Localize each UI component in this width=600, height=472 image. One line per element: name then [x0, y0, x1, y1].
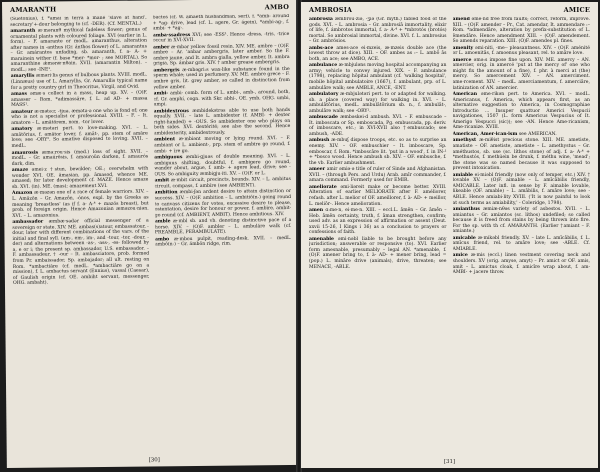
entry-headword: amber — [152, 44, 170, 51]
dictionary-entry — [11, 91, 148, 109]
right-page-number: [31] — [443, 459, 456, 465]
left-page — [2, 0, 302, 468]
entry-definition: æ·mikǝbl friendly. XV. – late L. amīcābilis, f. L. amīcus friend, rel. to amāre love; see -ABLE. Cf. AMIABLE. — [452, 235, 590, 252]
right-header-guideword-end: AMICE — [563, 6, 590, 14]
entry-definition: æ·mbl sb. and vb. denoting distinctive pace of a horse. XIV. – (O)F. ambler – L. ambulāre walk (cf. PREAMBLE, PERAMBULATE). — [154, 218, 292, 236]
entry-definition: ǝmǝ:s impose fine upon. XIV. ME. amercy – AN. amercier, orig. in amercé 'put at the mercy of' one who might fix the amount of a fine), f. phr. à merci at (the) mercy. So amercement XIV. – AN. amerciment. ame·rcement. XIV. – medL. amerciamentum, f. amerciāre, latinization of AN. amercier. — [452, 57, 590, 91]
entry-definition: æ·mǝtǝ:r, -tjuǝ, æmǝtǝ·ǝ one who is fond of; one who is not a specialist or professional. XVIII. – F. – It. amatore – L. amātōrem, nom. -tor lover. — [11, 108, 148, 126]
dictionary-entry — [153, 67, 290, 91]
dictionary-entry — [453, 173, 591, 206]
entry-headword: amaze — [11, 167, 29, 174]
entry-definition: ei·miǝbl friendly (now only of temper, etc.) XIV. † lovable XV. – (O)F. aimable – L. amīcābilis friendly, AMICABLE. Later infl. in sense by F. aimable lovable, likeable (OF. amable) – L. amābilis, f. amāre love; see -ABLE. Hence amiabi·lity XVIII. ('It is now painful to look at such terms as amiability,' - Coleridge, 1798). — [452, 172, 590, 206]
entry-headword: ambiguous — [154, 155, 183, 161]
dictionary-entry — [309, 63, 447, 91]
entry-definition: æ·mbjulǝtǝri pert. to or adapted for walking. sb. a place (covered way) for walking in. XVI. – L. ambulātōrius, medL. ambulātōrium sb. n., f. ambulāt-, ambulāre walk; see -ORY¹. — [309, 92, 447, 114]
dictionary-entry — [155, 218, 292, 236]
dictionary-entry — [309, 208, 447, 236]
entry-headword: ameer — [309, 167, 326, 173]
entry-headword: amianthus — [452, 207, 480, 213]
dictionary-entry — [309, 115, 447, 137]
entry-definition: æmbæ·sǝdǝr official messenger of a sovereign or state. XIV. ME. ambas(s)atour, embassatour, -dour, later with different combinations of the vars. of the initial and final syll. (am-, em-, im-, and -tour, -tor, -dour, -der) and alternations between -as-, -ass-, -es- followed by a, e or i; the present sp. ambassador, U.S. embassador. – F. ambassadeur, † -our – It. ambasciatore, prob. formed from Pr. ambaissador, Sp. ambajador; all ult. resting on Rom. *ambactiāre (cf. medL. *ambactiāre go on a mission), f. L. ambactus servant (Ennius), vassal (Caesar), of Gaulish origin (cf. OE. ambiht servant, messenger, OHG. ambaht). — [12, 218, 150, 287]
dictionary-entry — [10, 28, 147, 74]
dictionary-entry — [309, 185, 447, 207]
entry-definition: ǝme·nd free from faults; correct, reform, improve. XIII. – (O)F. amender – Pr., Cat. amendar, It. ammendare :– Rom. *admendāre, alteration by prefix-substitution of L. ēmendāre. Hence amendment XIII. – (O)F. amendement. So amends reparation. XIII. (O)F. amendes pl. fines. — [452, 17, 590, 45]
entry-headword: ambo — [154, 237, 170, 243]
entry-headword: amiable — [452, 172, 473, 178]
right-header-guideword: AMBROSIA — [309, 6, 353, 14]
entry-headword: ambergris — [153, 68, 180, 74]
dictionary-entry — [453, 138, 591, 171]
dictionary-entry — [309, 92, 447, 114]
entry-definition: æmbi·gjuǝs of double meaning. XVI. – L. ambiguus shifting, doubtful, f. ambigere go round, wander about, argue, f. amb- + agere lead, drive; see -OUS. So ambiguity æmbigju·iti. XV. – (O)F. or L. — [154, 154, 291, 178]
entry-headword: amenable — [309, 236, 334, 242]
entry-definition: ǝmi·nǝbl liable to be brought before any jurisdiction; answerable or responsive (to). XVI. Earlier form amesnable, presumably – legal AN. *amenable, f. (O)F. amener bring to, f. à- AD- + mener bring, lead = (pop.) L. mināre drive (animals), drive, threaten; see MENACE, -ABLE. — [309, 236, 447, 270]
entry-headword: American, Amer·ican·ism — [452, 131, 518, 137]
entry-headword: amass — [10, 91, 27, 98]
dictionary-entry — [154, 154, 291, 178]
entry-definition: æ·mǝzǝn one of a race of female warriors. XIV. – L. Amāzōn – Gr. Amazṓn, -ónos, expl. by the Greeks as meaning 'breastless' (as if f. a- A-⁴ + mazós breast), but prob. of foreign origin. Hence Amazonian æmǝzou·niǝn. XVI. – L. amazonius. — [12, 189, 149, 219]
dictionary-entry — [11, 126, 148, 150]
dictionary-entry — [153, 32, 290, 45]
entry-definition: æ·mbuʃ dispose troops, etc. so as to surprise an enemy. XIV. – OF. embuschier – It. imboscare, Sp. emboscar, f. Rom. *imboscāre lit. 'put in a wood', f. in IN-¹ + *bosco wood. Hence ambush sb. XIV. – OF. embusche, f. the vb. Earlier ambushment. — [309, 138, 447, 166]
entry-headword: ambulance — [309, 63, 338, 69]
entry-definition: æmbrou·ziǝ, -ʒiǝ (Gr. myth.) fabled food of the gods. XVI. – L. ambrosia – Gr. ambrosíā immortality, elixir of life, f. ámbrotos immortal, f. a- A-⁴ + *mbrotós (brotós) mortal. So ambrosial immortal, divine. XVI. f. L. ambrosius – Gr. ambrósios. — [309, 17, 447, 45]
dictionary-entry — [154, 108, 291, 137]
dictionary-entry — [309, 46, 447, 63]
entry-headword: Amazon — [11, 191, 33, 197]
entry-definition: æmbǝskei·d ambush. XVI. – F. embuscade – It. imboscata or Sp. emboscada, Pg. embuscada, pp. deriv. of imboscare, etc.; in XVI-XVII also †embuscado; see ambush, -ADE. — [309, 115, 447, 137]
right-column-2 — [453, 17, 591, 456]
entry-headword: ambit — [154, 178, 170, 184]
dictionary-entry — [154, 177, 291, 190]
entry-definition: (Suetonius), f. *amai in terra á mané 'slave at hand', secretary'+-dour belonging to (cf. -DER). (Cf. MENTAL.) — [10, 15, 147, 28]
entry-headword: amenity — [452, 45, 474, 51]
entry-headword: ameliorate — [309, 184, 337, 190]
entry-definition: ɑ:me·n, ei·me·n. XIII. – eccl.L. āmēn – Gr. āmḗn – Heb. āmēn certainty, truth, f. āman strengthen, confirm; used adv. as an expression of affirmation or assent (Deut. xxvii 15-26, I Kings i 36) as a conclusion to prayers or confessions of faith. — [309, 208, 447, 236]
entry-headword: amateur — [11, 109, 33, 115]
entry-definition: ǝmi·niti, -me·- pleasantness. XIV. – (O)F. aménité or L. amoenitās, f. amoenus pleasant, rel. to amāre love. — [452, 45, 590, 57]
entry-headword: amerce — [452, 57, 472, 63]
entry-definition: æ·mbjulǝns moving hospital accompanying an army; vehicle to convey injured. XIX. – F. ambulance (1798), replacing hôpital ambulant (cf. 'walking hospital', mobile hôpital ambulatoire (1667), f. ambulant, prp. of L. ambulāre walk; see AMBLE, ANCE, -ENT. — [309, 63, 447, 91]
dictionary-entry — [155, 236, 292, 249]
dictionary-entry — [309, 167, 447, 184]
right-page-header — [309, 6, 590, 16]
dictionary-entry — [154, 189, 291, 218]
entry-headword: amethyst — [452, 138, 477, 144]
dictionary-entry — [453, 46, 591, 57]
right-column-1 — [309, 17, 447, 456]
entry-headword: amba·ssadress — [152, 32, 191, 39]
entry-headword: ambi- — [153, 91, 169, 97]
right-page — [301, 2, 598, 468]
dictionary-entry — [309, 138, 447, 166]
entry-headword: amaranth — [10, 28, 36, 35]
entry-definition: æ·mbiǝnt moving or lying round. XVI. – F. ambiant or L. ambient-, prp. stem of ambīre go round, f. ambi- + īre go. — [153, 136, 291, 154]
entry-definition: amir ǝmiǝ·ǝ title of ruler of Sinde and Afghanistan. XVII. – (through Pers. and Urdu) Arab. amīr commander, f. amara command. Formerly used for EMIR. — [309, 167, 447, 184]
entry-definition: æ·mbǝr yellow fossil resin. XIV. ME. ambre – (O)F. ambre – Ar. 'anbar ambergris, later amber. So the F. ambre jaune, and It. ambra gialla, yellow amber, It. ambra grigia, Sp. ámbar gris. XIV. † amber grease ambergris. — [153, 43, 290, 67]
entry-definition: bactos (cf. W. amaeth husbandman, serf), f. *amb- around + *ag- drive, lead (cf. L. agere, Gr. ágein), *ambi-ag-, f. ambi- + *ag-. — [152, 13, 290, 32]
dictionary-entry — [12, 190, 149, 219]
right-page-columns — [309, 17, 590, 456]
entry-definition: see AMERICAN. — [518, 131, 557, 137]
entry-headword: amaryllis — [10, 74, 35, 80]
entry-headword: ambulatory — [309, 92, 339, 98]
entry-definition: ambi- comb. form of L. ambi-, amb-, around, both, cf. Gr. amphí, cogn. with Skr. abhí-, OE. ymb, OHG. umbi, umpi. — [153, 90, 291, 108]
dictionary-entry — [153, 90, 290, 108]
entry-definition: æmǝ:rou·sis (med.) loss of sight. XVII. – modL. – Gr. amaúrōsis, f. amauroûn darken, f. amaurós dark, dim. — [11, 149, 149, 167]
entry-headword: amatory — [11, 127, 33, 133]
dictionary-entry — [11, 73, 148, 91]
entry-headword: ambuscade — [309, 115, 338, 121]
entry-headword: ambush — [309, 138, 330, 144]
entry-definition: æmǝri·lis genus of bulbous plants. XVIII. modL. (Linnæus) use of L. Amaryllis, Gr. Amarullis typical name for a pretty country girl in Theocritus, Virgil, and Ovid. — [10, 72, 148, 91]
entry-definition: æ·mbǝgri:s wax-like substance found in the sperm whale; used in perfumery. XV. ME. ambre grece – F. ambre gris, lit. grey amber, so called in distinction from yellow amber. — [153, 66, 290, 90]
entry-definition: æmbidekstrǝs able to use both hands equally. XVII. – late L. ambidexter (f. AMBI- + dexter right-handed) + -OUS. So ambidexter one who plays on both sides. XVI. dextérité; see also the second. Hence ambidexterity, ambidextrously. — [153, 107, 291, 137]
left-page-columns — [10, 14, 294, 456]
left-header-guideword: AMARANTH — [10, 5, 57, 14]
entry-headword: amend — [452, 17, 470, 22]
dictionary-entry — [453, 58, 591, 91]
dictionary-entry — [453, 207, 591, 235]
entry-definition: æmiæ·nθǝs variety of asbestos. XVII. – L. amiantus – Gr. amíantos (sc. líthos) undefiled; so called because it is freed from stains by being thrown into fire. For the sp. with th cf. AMARANTH. (Earlier †amiant – F. amiante.) — [452, 207, 590, 235]
dictionary-entry — [309, 237, 447, 270]
entry-definition: ǝmæ·s collect in a mass, heap up. XV. – (O)F. amasser – Rom. *adimassāre, f. L. ad AD- + massa MASS¹. — [11, 90, 148, 109]
dictionary-entry — [453, 236, 591, 253]
entry-headword: American — [452, 92, 478, 98]
dictionary-entry — [453, 92, 591, 131]
dictionary-entry — [12, 219, 149, 287]
dictionary-entry — [309, 17, 447, 45]
dictionary-entry — [453, 17, 591, 45]
dictionary-entry — [453, 132, 591, 138]
dictionary-entry — [12, 149, 149, 167]
entry-headword: amble — [154, 219, 171, 225]
entry-headword: ambient — [153, 137, 176, 143]
dictionary-entry — [153, 14, 290, 32]
dictionary-entry — [154, 136, 291, 154]
entry-definition: ames-ace ei·mzeis, æ·mzeis double ace (the lowest throw at dice). XIII. – OF. ambes as :– L. ambō ās both, an ace; see AMBO, ACE. — [309, 45, 447, 62]
dictionary-entry — [11, 108, 148, 126]
entry-headword: ambition — [154, 190, 178, 196]
entry-headword: amicable — [452, 235, 476, 241]
entry-headword: ambassador — [12, 219, 44, 226]
entry-definition: XVI; see -ESS¹. Hence -dress, -tris, -trice occur in XVI-XVII. — [152, 31, 290, 44]
entry-definition: ǝmei·z †stun, bewilder; OE.; overwhelm with wonder XVI. OE. āmasian, pp. āmasod, whence ME. amased; for later development cf. MAZE. Hence amaze sb. XVI. (in). ME. (mas); amazement XVI. — [11, 166, 149, 190]
left-header-guideword-end: AMBO — [264, 2, 290, 12]
dictionary-entry — [10, 15, 147, 28]
entry-definition: æ·mis (eccl.) linen vestment covering neck and shoulders. XV (orig. amyse, amyt) – Pr. amict or OF. amis, amit – L. amictus cloak, f. amicīre wrap about, f. am- AMBI- + jacere throw. — [452, 253, 590, 276]
dictionary-entry — [12, 167, 149, 191]
entry-headword: ambidextrous — [153, 108, 189, 115]
entry-headword: amen — [309, 208, 324, 214]
entry-definition: ǝmi·liǝreit make or become better. XVIII. Alteration of earlier MELIORATE after F. améliorer, refash. after L. melior of OF. ameillorer, f. à- AD- + meillor, L. meliōr-. Hence amelioration. — [309, 184, 447, 207]
entry-definition: æ·mbou pulpit, reading-desk. XVII. – medL. ambō(n-) – Gr. ámbōn ridge, rim. — [155, 235, 292, 248]
left-column-2 — [153, 14, 294, 454]
dictionary-entry — [153, 44, 290, 68]
entry-definition: ǝme·rikǝn pert. to America. XVI. – modL. Americanus, f. America, which appears first, as an alternative suggestion to America, in Cosmographiae Introductio ... Insuper quattuor Americi Vespucii navigationes, 1507 (L. form Americus Vespucius of It. Amerigo Vespucci (sic)); see -AN. Hence Ame·ricanism, Ame·ricanize. XVIII. — [452, 92, 590, 131]
dictionary-entry — [453, 253, 591, 275]
entry-headword: amaurosis — [11, 150, 39, 156]
entry-definition: æ·mǝranθ mythical fadeless flower; genus of ornamental plants with coloured foliage. XVI (earlier in L. form). – F. amarante or modL. amaranthus, alteration after names in -anthus (Gr. ánthos flower) of L. amarantus – Gr. amárantos unfading, sb. amaranth, f. a- A- + marainein wither (f. base *mer- *mor- ; see MORTAL). So amaranthine ǽmǝræ·nθain. XVII. (amarantin Milton). –modL.; see -INE¹. — [10, 27, 148, 73]
left-column-1 — [10, 15, 151, 455]
entry-definition: æ·mǝtǝri pert. to love-making. XVI. – L. amātōrius, f. amātor lover, f. amāt-, pp. stem of amāre love; see -ORY². So amatīve disposed to loving. XVII. – medL. — [11, 125, 148, 149]
left-page-number: [30] — [148, 457, 160, 464]
entry-headword: amice — [452, 253, 468, 259]
entry-definition: æ·mbit circuit, precincts, bounds. XIV. – L. ambitus circuit, compass, f. ambīre (see AMBIENT). — [154, 177, 291, 190]
entry-definition: æ·miθist precious stone. XIII. ME. ametiste, amatiste – OF. ametiste, ametiste – L. amethystus – Gr. améthustos, sb. use (sc. líthos stone) of adj. f. a- A-⁴ + *methustós, f. methúein be drunk, f. méthu wine, 'mead'; the stone was so named because it was supposed to prevent intoxication. — [452, 138, 590, 172]
entry-definition: æmbi·ʃǝn ardent desire to attain distinction or success. XIV. – (O)F. ambition – L. ambitiō(n-) going round to canvass citizens for votes, excessive desire to please, ostentation, desire for honour or power, f. ambīre, ambit- go round (cf. AMBIENT, AMBIT). Hence ambitious. XIV. — [154, 189, 292, 219]
entry-headword: ambrosia — [309, 17, 333, 22]
entry-headword: ambs-ace — [309, 45, 334, 51]
